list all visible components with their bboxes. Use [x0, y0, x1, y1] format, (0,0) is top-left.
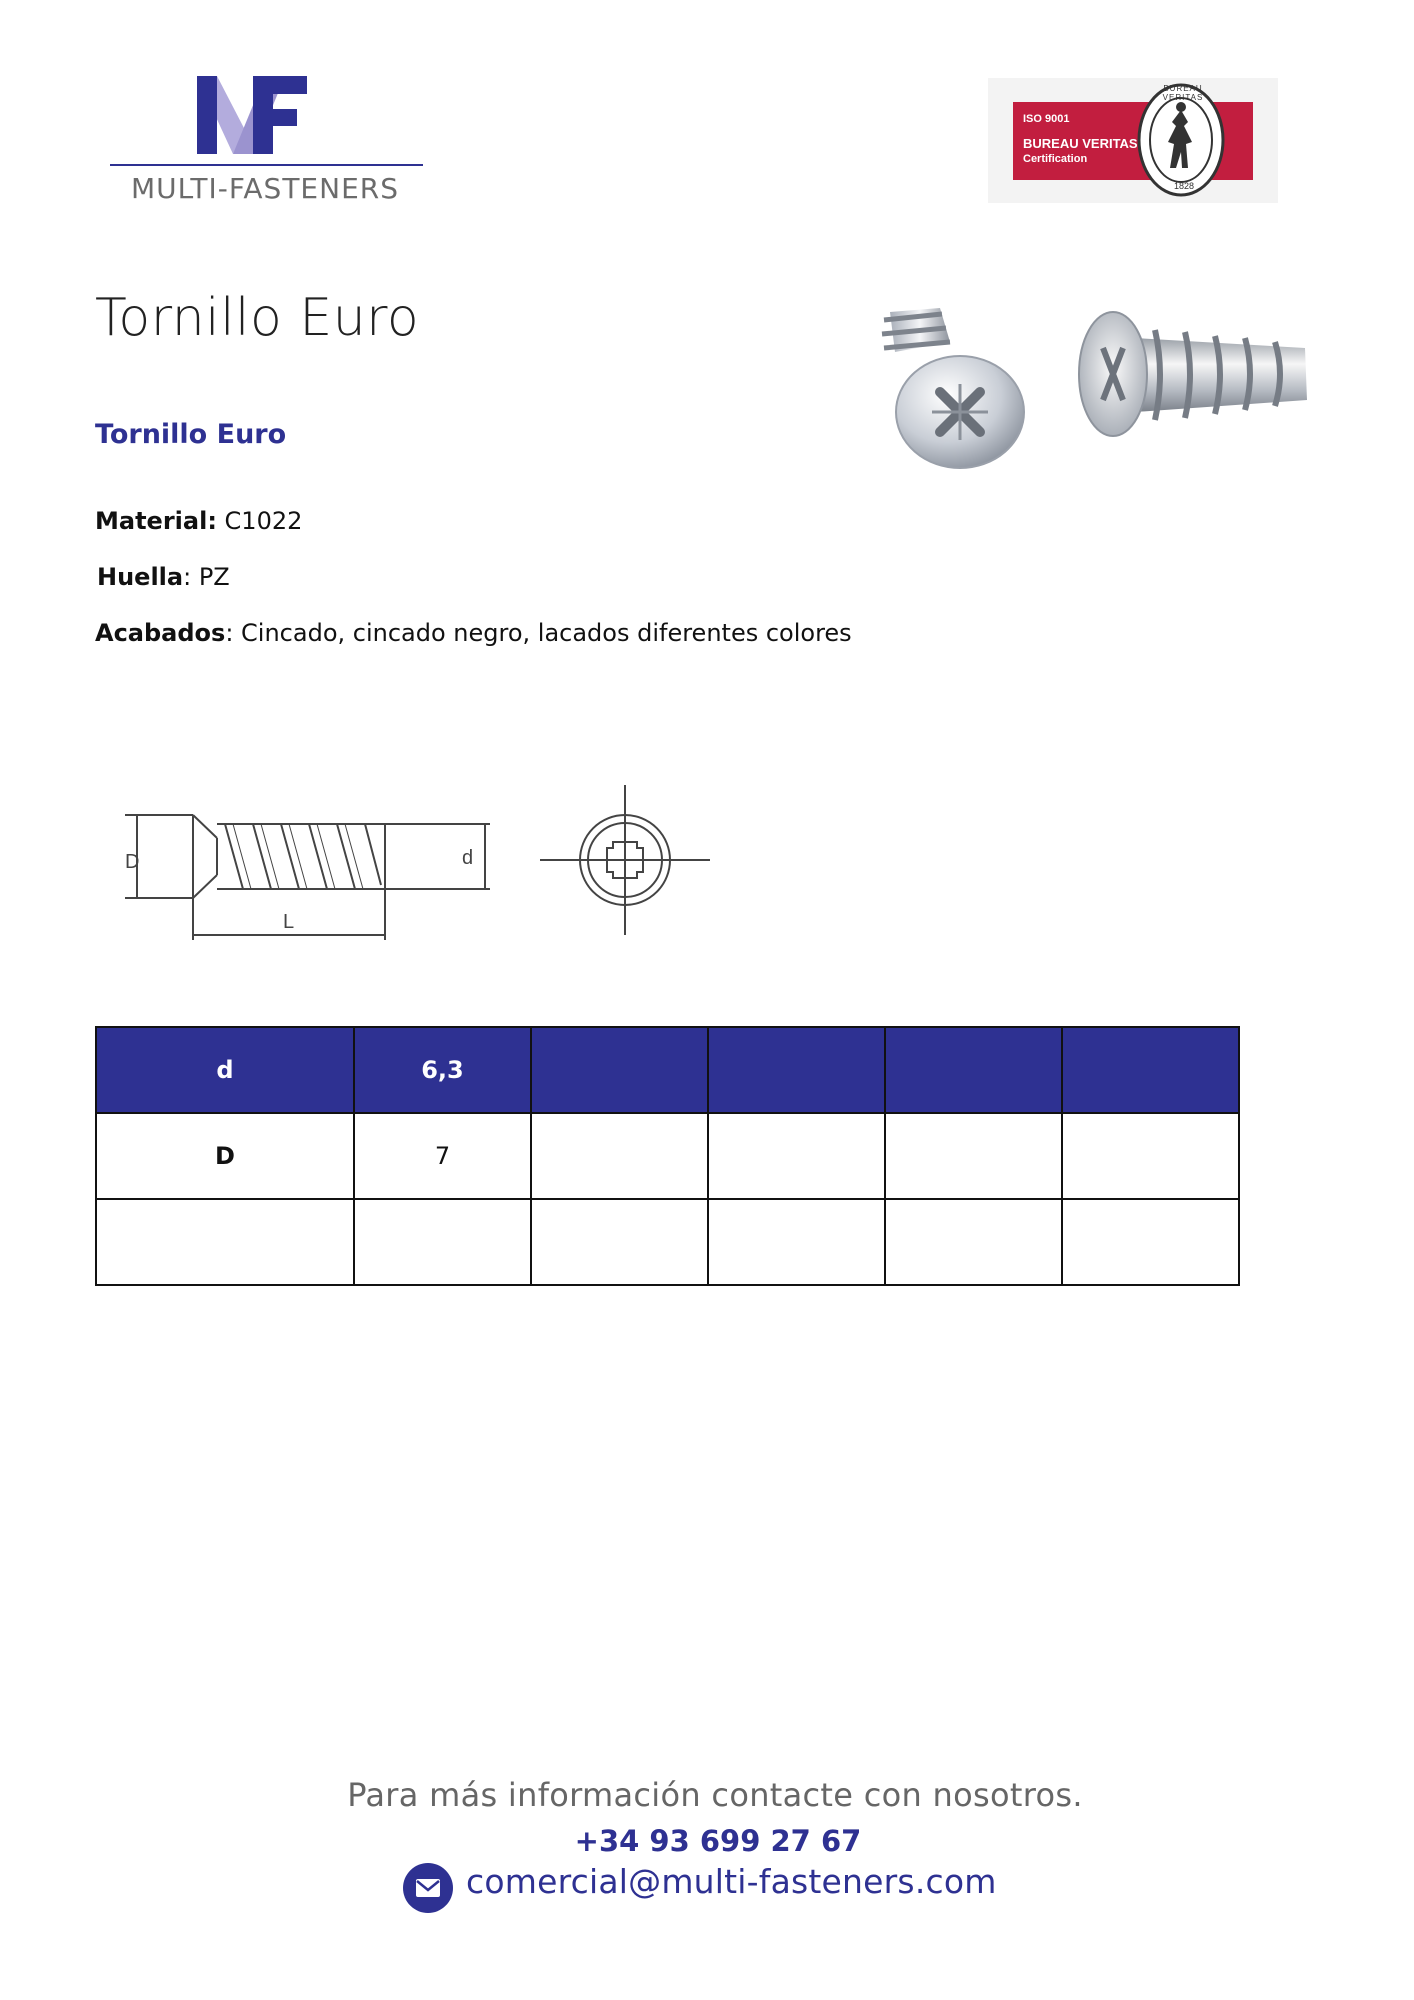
- table-cell: [531, 1027, 708, 1113]
- spec-material-value: C1022: [216, 507, 303, 535]
- company-logo: [105, 72, 425, 207]
- company-name: MULTI-FASTENERS: [131, 172, 399, 205]
- mf-logo-mark: [105, 72, 425, 172]
- table-cell: D: [96, 1113, 354, 1199]
- table-cell: [708, 1113, 885, 1199]
- mail-icon: [402, 1862, 454, 1914]
- spec-acabados-label: Acabados: [95, 619, 226, 647]
- dimensions-table: [95, 1026, 1240, 1286]
- spec-acabados-value: : Cincado, cincado negro, lacados diferentes colores: [225, 619, 852, 647]
- table-cell: [354, 1199, 531, 1285]
- iso-certification-badge: [988, 78, 1278, 203]
- table-cell: [885, 1027, 1062, 1113]
- table-header-row: [96, 1027, 1239, 1113]
- drawing-label-D: D: [125, 851, 140, 873]
- spec-material-label: Material:: [95, 507, 217, 535]
- certification-label: Certification: [1023, 153, 1088, 165]
- table-cell: [531, 1199, 708, 1285]
- screw-photo-front: [870, 302, 1028, 470]
- spec-material: [95, 507, 302, 535]
- drawing-label-L: L: [283, 911, 295, 933]
- table-cell: 6,3: [354, 1027, 531, 1113]
- seal-year: 1828: [1173, 181, 1195, 191]
- table-cell: [708, 1027, 885, 1113]
- table-row: [96, 1113, 1239, 1199]
- table-cell: d: [96, 1027, 354, 1113]
- table-cell: [708, 1199, 885, 1285]
- spec-huella-value: : PZ: [183, 563, 230, 591]
- table-cell: [531, 1113, 708, 1199]
- email-link[interactable]: comercial@multi-fasteners.com: [466, 1862, 997, 1901]
- table-cell: [1062, 1027, 1239, 1113]
- table-cell: [1062, 1113, 1239, 1199]
- spec-acabados: [95, 619, 852, 647]
- technical-drawing: [125, 780, 725, 955]
- seal-text: BUREAU VERITAS: [1162, 84, 1204, 102]
- iso-label: ISO 9001: [1023, 113, 1070, 125]
- table-cell: 7: [354, 1113, 531, 1199]
- phone-link[interactable]: +34 93 699 27 67: [574, 1824, 862, 1858]
- drawing-label-d: d: [462, 847, 474, 869]
- spec-huella-label: Huella: [97, 563, 184, 591]
- page-title: Tornillo Euro: [95, 288, 420, 348]
- table-cell: [96, 1199, 354, 1285]
- table-cell: [1062, 1199, 1239, 1285]
- screw-photo-side: [1075, 308, 1315, 440]
- table-cell: [885, 1199, 1062, 1285]
- bureau-veritas-label: BUREAU VERITAS: [1023, 136, 1138, 151]
- table-row: [96, 1199, 1239, 1285]
- spec-huella: [97, 563, 230, 591]
- contact-info-text: Para más información contacte con nosotros.: [347, 1776, 1083, 1814]
- product-subtitle: Tornillo Euro: [95, 419, 287, 450]
- table-cell: [885, 1113, 1062, 1199]
